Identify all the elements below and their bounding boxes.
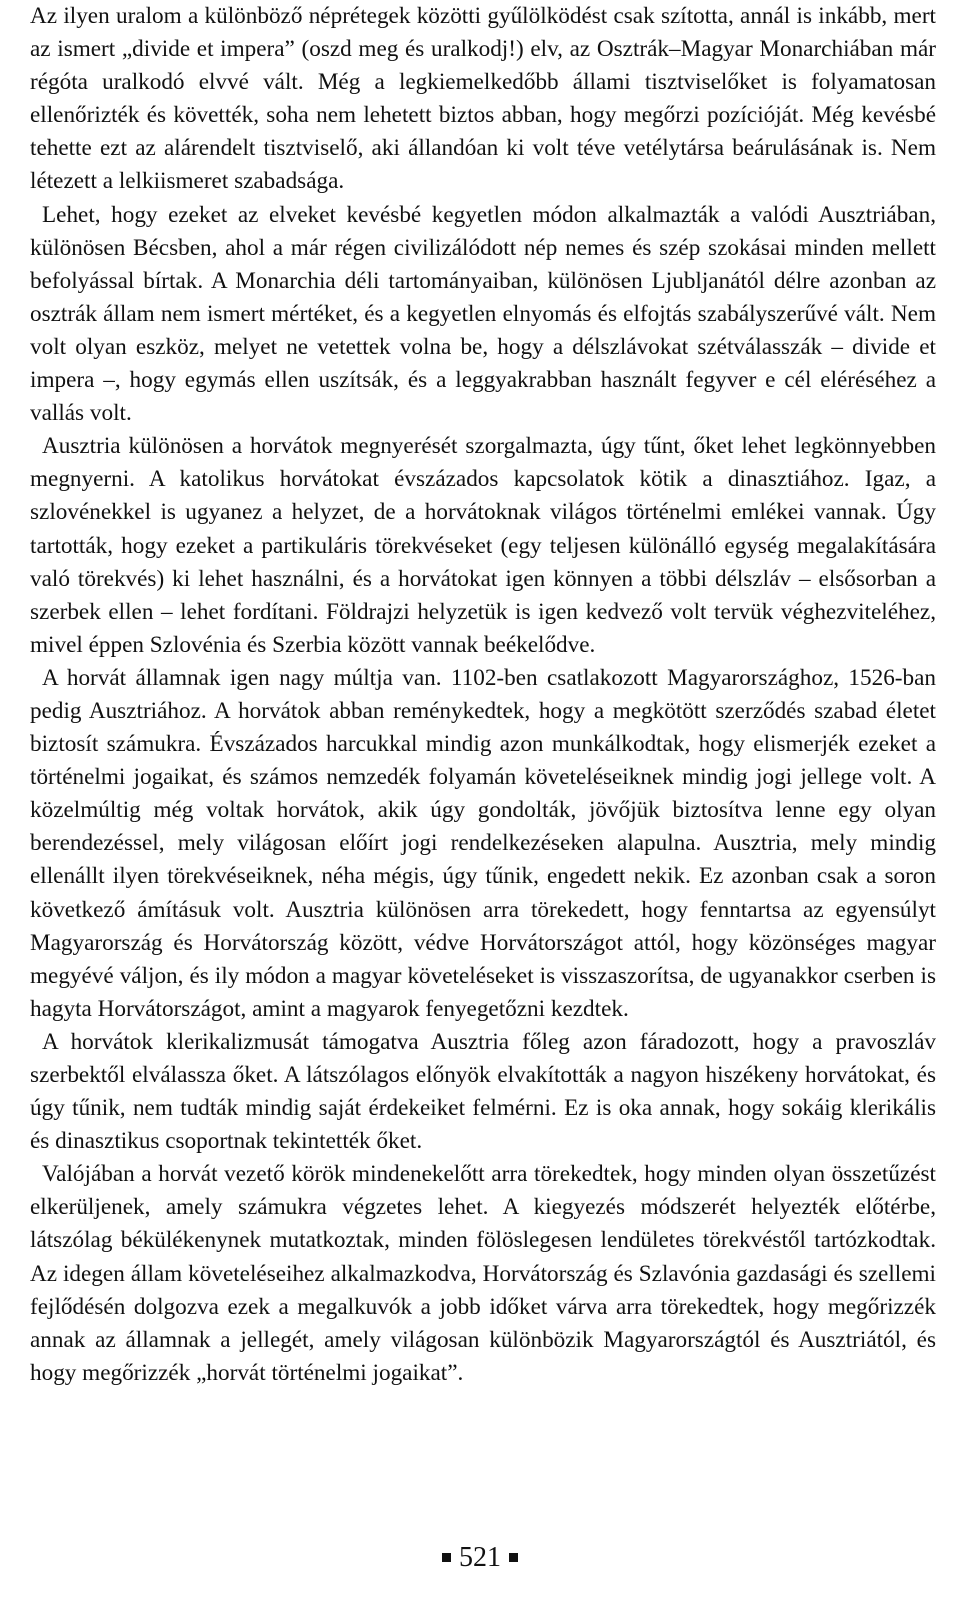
paragraph-5: A horvátok klerikalizmusát támogatva Ausztria főleg azon fáradozott, hogy a pravoszláv szerbektől elválassza őket. A látszólagos előnyök elvakították a nagyon hiszékeny horvátokat, és úgy tűnik, nem tudták mindig saját érdekeiket felmérni. Ez is oka annak, hogy sokáig klerikális és dinasztikus csoportnak tekintették őket.	[30, 1028, 936, 1155]
paragraph-4: A horvát államnak igen nagy múltja van. 1102-ben csatlakozott Magyarországhoz, 1526-ban pedig Ausztriához. A horvátok abban reménykedtek, hogy a megkötött szerződés szabad életet biztosít számukra. Évszázados harcukkal mindig azon munkálkodtak, hogy elismerjék ezeket a történelmi jogaikat, és számos nemzedék folyamán követeléseiknek mindig jogi jellege volt. A közelmúltig még voltak horvátok, akik úgy gondolták, jövőjük biztosítva lenne egy olyan berendezéssel, mely világosan előírt jogi rendelkezéseken alapulna. Ausztria, mely mindig ellenállt ilyen törekvéseiknek, néha mégis, úgy tűnik, engedett nekik. Ez azonban csak a soron következő ámításuk volt. Ausztria különösen arra törekedett, hogy fenntartsa az egyensúlyt Magyarország és Horvátország között, védve Horvátországot attól, hogy közönséges magyar megyévé váljon, és ily módon a magyar követeléseket is visszaszorítsa, de ugyanakkor cserben is hagyta Horvátországot, amint a magyarok fenyegetőzni kezdtek.	[30, 664, 936, 1022]
square-bullet-icon	[442, 1553, 451, 1562]
page-number: 521	[459, 1542, 501, 1573]
body-text	[30, 0, 936, 1390]
paragraph-6: Valójában a horvát vezető körök mindenekelőtt arra törekedtek, hogy minden olyan összetűzést elkerüljenek, amely számukra végzetes lehet. A kiegyezés módszerét helyezték előtérbe, látszólag békülékenynek mutatkoztak, minden fölöslegesen lendületes törekvéstől tartózkodtak. Az idegen állam követeléseihez alkalmazkodva, Horvátország és Szlavónia gazdasági és szellemi fejlődésén dolgozva ezek a megalkuvók a jobb időket várva arra törekedtek, hogy megőrizzék annak az államnak a jellegét, amely világosan különbözik Magyarországtól és Ausztriától, és hogy megőrizzék „horvát történelmi jogaikat”.	[30, 1161, 936, 1386]
page-footer	[0, 1540, 960, 1576]
paragraph-3: Ausztria különösen a horvátok megnyerését szorgalmazta, úgy tűnt, őket lehet legkönnyebben megnyerni. A katolikus horvátokat évszázados kapcsolatok kötik a dinasztiához. Igaz, a szlovénekkel is ugyanez a helyzet, de a horvátoknak világos történelmi emlékei vannak. Úgy tartották, hogy ezeket a partikuláris törekvéseket (egy teljesen különálló egység megalakítására való törekvés) ki lehet használni, és a horvátokat igen könnyen a többi délszláv – elsősorban a szerbek ellen – lehet fordítani. Földrajzi helyzetük is igen kedvező volt tervük véghezviteléhez, mivel éppen Szlovénia és Szerbia között vannak beékelődve.	[30, 433, 936, 658]
paragraph-2: Lehet, hogy ezeket az elveket kevésbé kegyetlen módon alkalmazták a valódi Ausztriában, különösen Bécsben, ahol a már régen civilizálódott nép nemes és szép szokásai minden mellett befolyással bírtak. A Monarchia déli tartományaiban, különösen Ljubljanától délre azonban az osztrák állam nem ismert mértéket, és a kegyetlen elnyomás és elfojtás szabályszerűvé vált. Nem volt olyan eszköz, melyet ne vetettek volna be, hogy a délszlávokat szétválasszák – divide et impera –, hogy egymás ellen uszítsák, és a leggyakrabban használt fegyver e cél eléréséhez a vallás volt.	[30, 201, 936, 427]
paragraph-1: Az ilyen uralom a különböző néprétegek közötti gyűlölködést csak szította, annál is inkább, mert az ismert „divide et impera” (oszd meg és uralkodj!) elv, az Osztrák–Magyar Monarchiában már régóta uralkodó elvvé vált. Még a legkiemelkedőbb állami tisztviselőket is folyamatosan ellenőrizték és követték, soha nem lehetett biztos abban, hogy megőrzi pozícióját. Még kevésbé tehette ezt az alárendelt tisztviselő, aki állandóan ki volt téve vetélytársa beárulásának is. Nem létezett a lelkiismeret szabadsága.	[30, 3, 936, 195]
square-bullet-icon	[509, 1553, 518, 1562]
